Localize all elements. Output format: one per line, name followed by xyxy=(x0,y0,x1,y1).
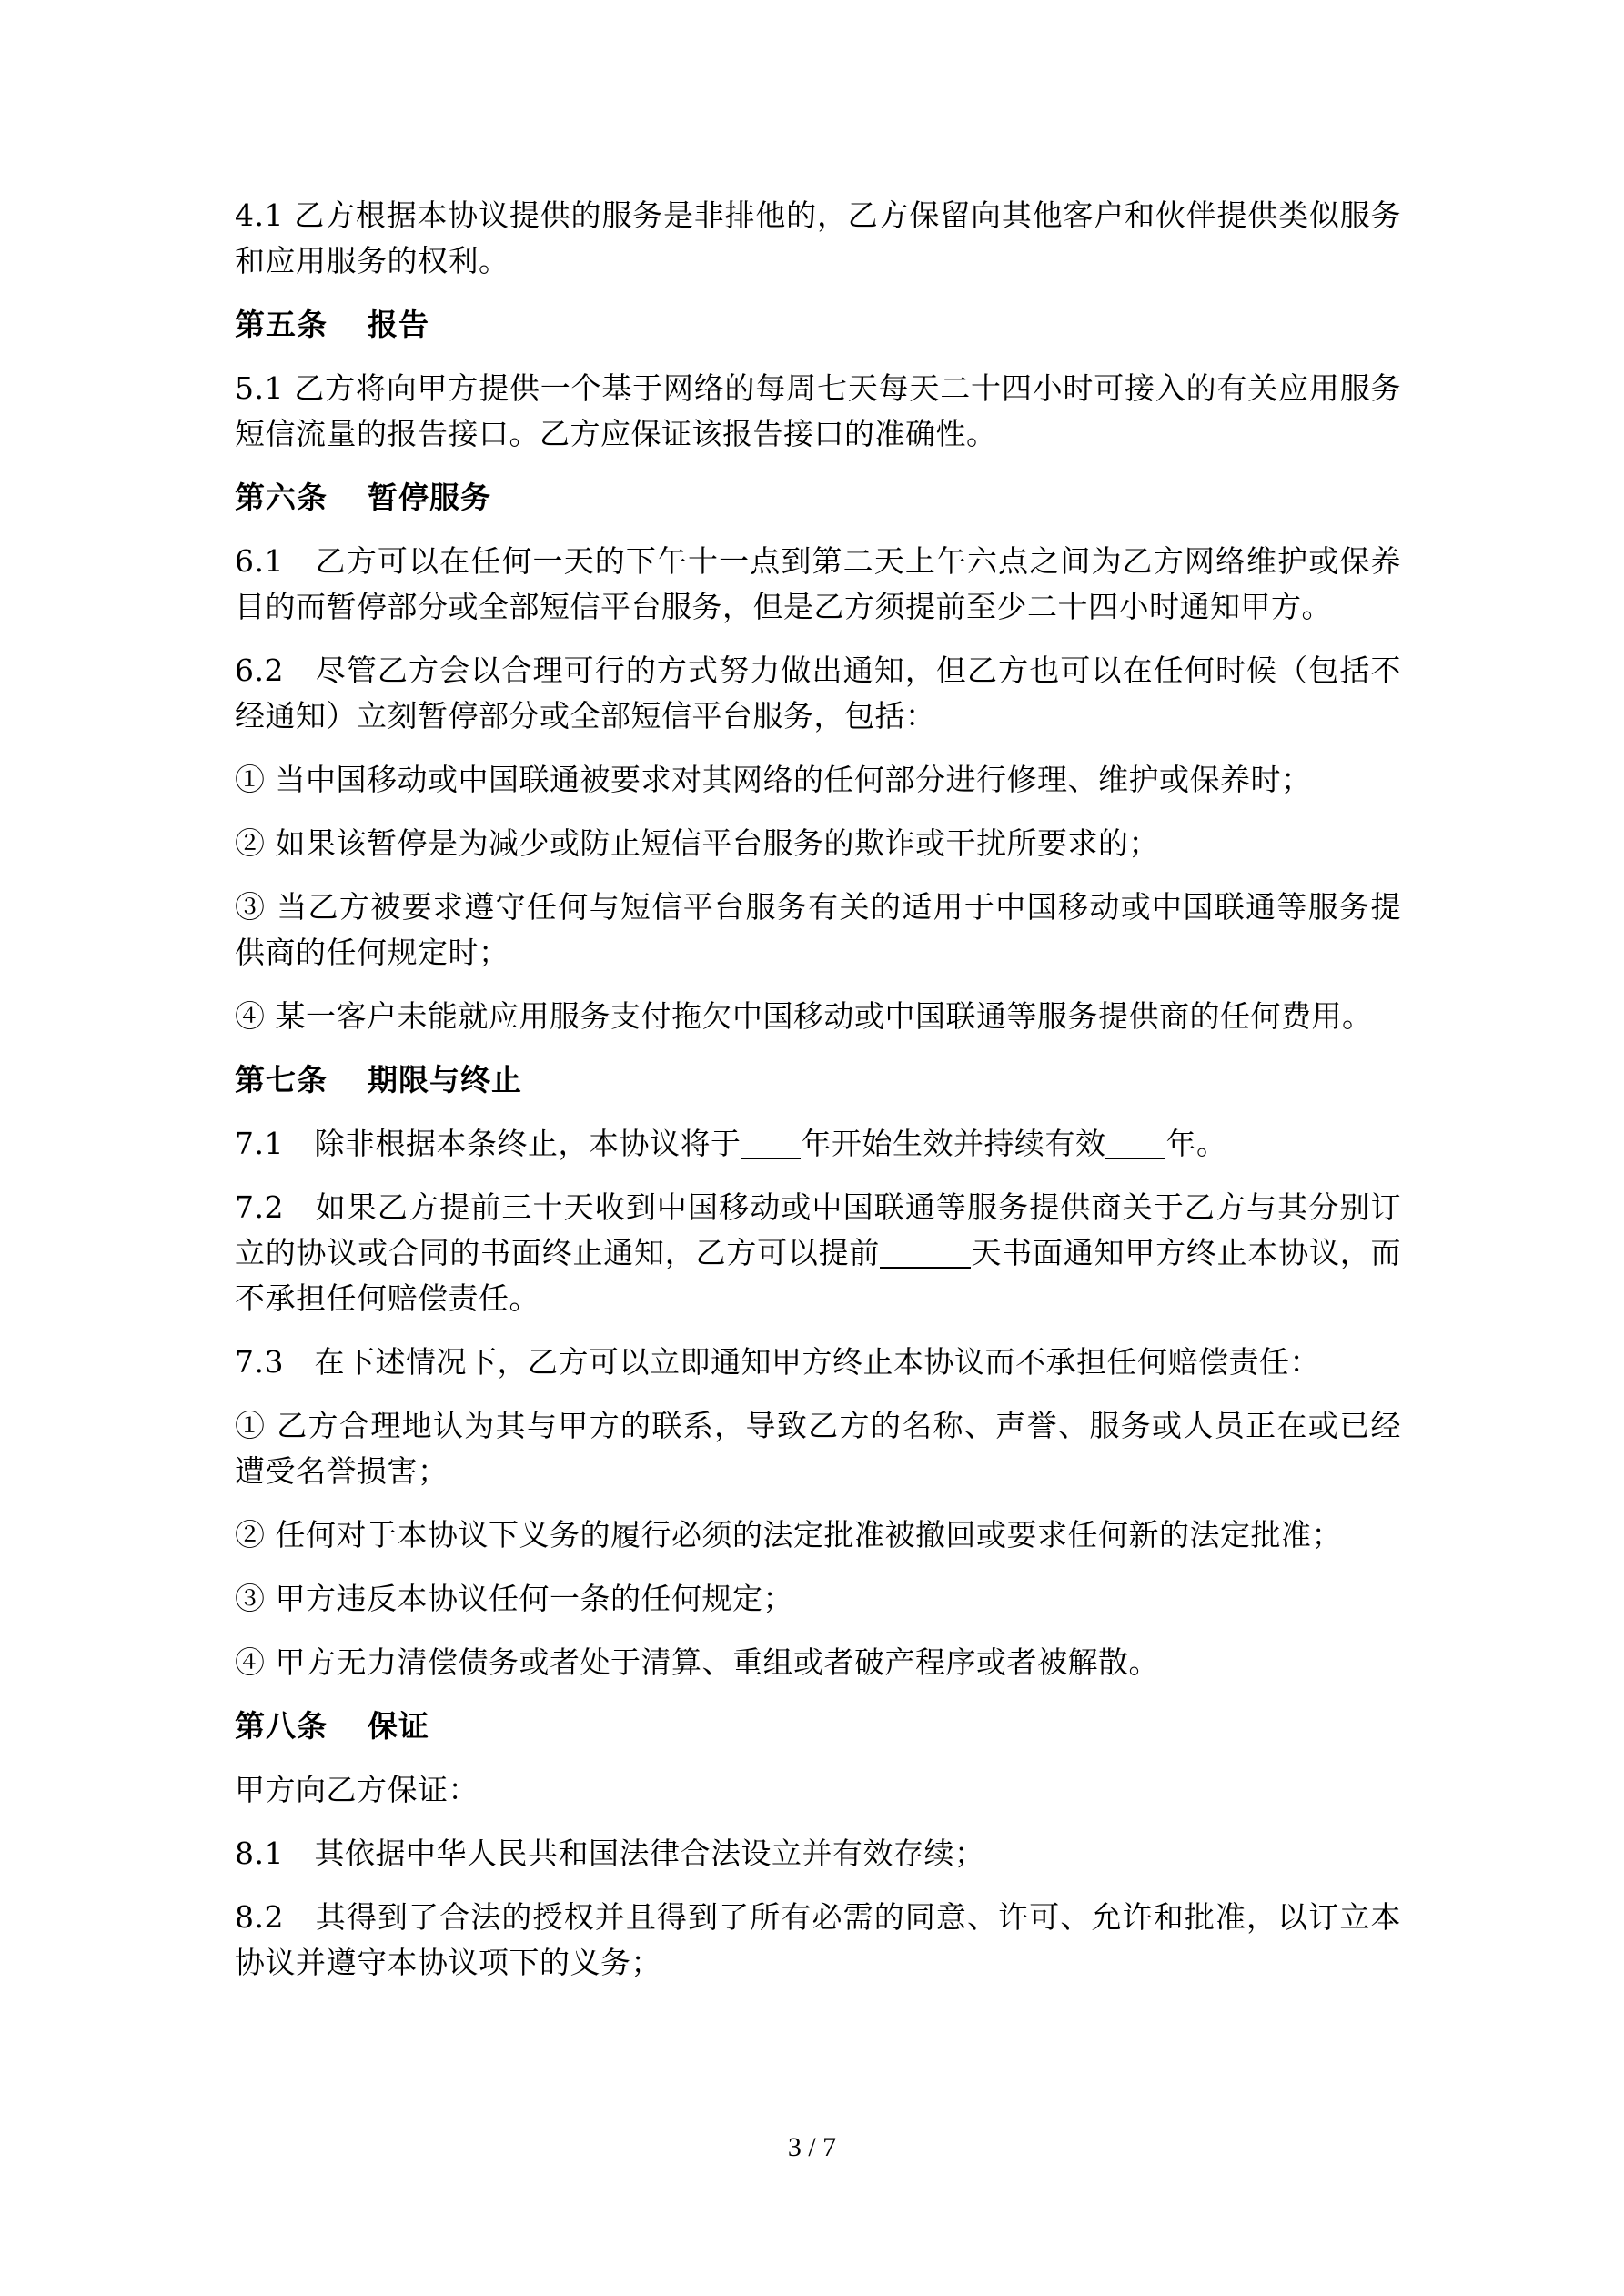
clause-text: 7.2 如果乙方提前三十天收到中国移动或中国联通等服务提供商关于乙方与其分别订立的协议或合同的书面终止通知，乙方可以提前 xyxy=(235,1189,1401,1270)
clause-text: 年开始生效并持续有效 xyxy=(801,1126,1106,1161)
clause-6-2: 6.2 尽管乙方会以合理可行的方式努力做出通知，但乙方也可以在任何时候（包括不经通知）立刻暂停部分或全部短信平台服务，包括： xyxy=(235,652,1401,733)
clause-7-3-item-1: ① 乙方合理地认为其与甲方的联系，导致乙方的名称、声誉、服务或人员正在或已经遭受名誉损害； xyxy=(235,1408,1401,1489)
clause-text: 天书面通知甲方终止本协议，而不承担任何赔偿责任。 xyxy=(235,1235,1402,1316)
clause-7-2 xyxy=(235,1185,1401,1321)
article-title: 报告 xyxy=(368,307,429,342)
article-number: 第七条 xyxy=(235,1062,328,1097)
page-number: 3 / 7 xyxy=(787,2132,837,2162)
article-8-heading xyxy=(235,1704,1401,1749)
clause-text: 7.1 除非根据本条终止，本协议将于 xyxy=(235,1126,741,1161)
clause-6-1: 6.1 乙方可以在任何一天的下午十一点到第二天上午六点之间为乙方网络维护或保养目的而暂停部分或全部短信平台服务，但是乙方须提前至少二十四小时通知甲方。 xyxy=(235,543,1401,624)
clause-6-2-item-3: ③ 当乙方被要求遵守任何与短信平台服务有关的适用于中国移动或中国联通等服务提供商的任何规定时； xyxy=(235,889,1401,970)
warranty-intro: 甲方向乙方保证： xyxy=(235,1772,479,1807)
article-6-heading xyxy=(235,475,1401,521)
fill-in-blank-days xyxy=(880,1238,971,1269)
clause-8-1: 8.1 其依据中华人民共和国法律合法设立并有效存续； xyxy=(235,1836,985,1871)
clause-7-3-item-4: ④ 甲方无力清偿债务或者处于清算、重组或者破产程序或者被解散。 xyxy=(235,1644,1159,1680)
clause-4-1: 4.1 乙方根据本协议提供的服务是非排他的，乙方保留向其他客户和伙伴提供类似服务和应用服务的权利。 xyxy=(235,197,1401,278)
article-number: 第五条 xyxy=(235,307,328,342)
clause-6-2-item-1: ① 当中国移动或中国联通被要求对其网络的任何部分进行修理、维护或保养时； xyxy=(235,762,1312,797)
clause-7-3: 7.3 在下述情况下，乙方可以立即通知甲方终止本协议而不承担任何赔偿责任： xyxy=(235,1344,1320,1380)
document-body xyxy=(235,193,1401,2004)
clause-text: 年。 xyxy=(1165,1126,1227,1161)
clause-5-1: 5.1 乙方将向甲方提供一个基于网络的每周七天每天二十四小时可接入的有关应用服务短信流量的报告接口。乙方应保证该报告接口的准确性。 xyxy=(235,370,1401,451)
article-7-heading xyxy=(235,1057,1401,1103)
clause-6-2-item-2: ② 如果该暂停是为减少或防止短信平台服务的欺诈或干扰所要求的； xyxy=(235,825,1159,861)
fill-in-blank-year-start xyxy=(741,1128,801,1159)
clause-8-2: 8.2 其得到了合法的授权并且得到了所有必需的同意、许可、允许和批准，以订立本协议并遵守本协议项下的义务； xyxy=(235,1899,1401,1980)
article-number: 第八条 xyxy=(235,1708,328,1744)
article-title: 期限与终止 xyxy=(368,1062,522,1097)
clause-7-1 xyxy=(235,1121,1401,1167)
fill-in-blank-years xyxy=(1105,1128,1165,1159)
article-title: 保证 xyxy=(368,1708,429,1744)
article-5-heading xyxy=(235,302,1401,348)
clause-7-3-item-2: ② 任何对于本协议下义务的履行必须的法定批准被撤回或要求任何新的法定批准； xyxy=(235,1517,1342,1553)
article-number: 第六条 xyxy=(235,480,328,515)
clause-6-2-item-4: ④ 某一客户未能就应用服务支付拖欠中国移动或中国联通等服务提供商的任何费用。 xyxy=(235,998,1373,1034)
article-title: 暂停服务 xyxy=(368,480,491,515)
clause-7-3-item-3: ③ 甲方违反本协议任何一条的任何规定； xyxy=(235,1581,793,1616)
